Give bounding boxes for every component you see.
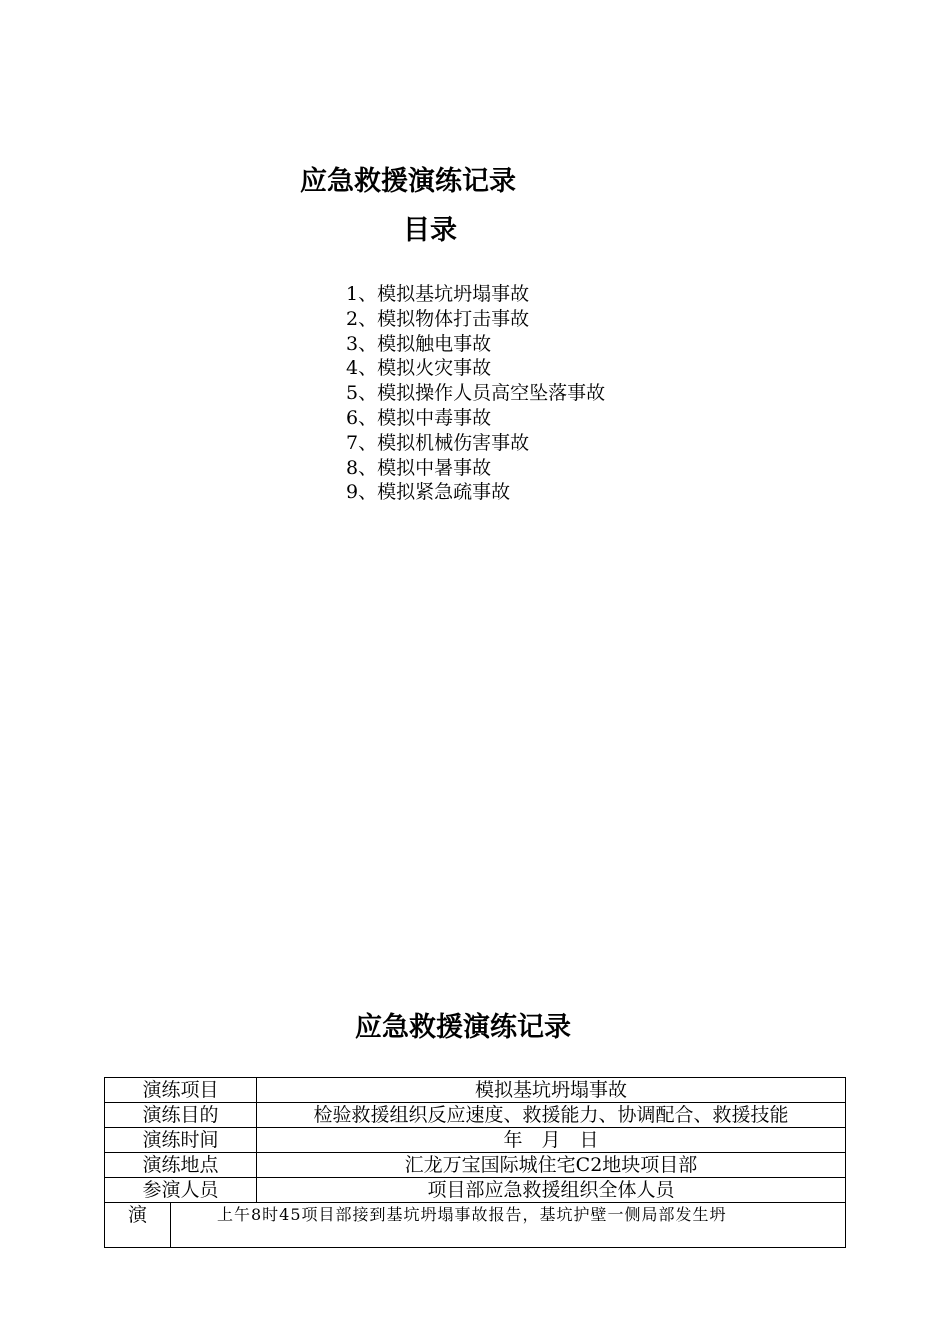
table-of-contents xyxy=(346,282,605,505)
row-value: 汇龙万宝国际城住宅C2地块项目部 xyxy=(257,1153,846,1178)
row-label: 演练时间 xyxy=(105,1128,257,1153)
row-value: 检验救援组织反应速度、救援能力、协调配合、救援技能 xyxy=(257,1103,846,1128)
row-value: 项目部应急救援组织全体人员 xyxy=(257,1178,846,1203)
table-row xyxy=(105,1178,846,1203)
toc-item: 6、模拟中毒事故 xyxy=(346,406,492,429)
table-row xyxy=(105,1103,846,1128)
row-label: 演练地点 xyxy=(105,1153,257,1178)
row-label: 演练项目 xyxy=(105,1078,257,1103)
toc-item: 4、模拟火灾事故 xyxy=(346,357,492,380)
toc-item: 7、模拟机械伤害事故 xyxy=(346,431,530,454)
row-value: 模拟基坑坍塌事故 xyxy=(257,1078,846,1103)
row-label: 参演人员 xyxy=(105,1178,257,1203)
toc-item: 9、模拟紧急疏事故 xyxy=(346,481,511,504)
row-description: 上午8时45项目部接到基坑坍塌事故报告，基坑护壁一侧局部发生坍 xyxy=(171,1203,846,1248)
toc-item: 2、模拟物体打击事故 xyxy=(346,307,530,330)
drill-record-table xyxy=(104,1077,846,1248)
toc-heading: 目录 xyxy=(403,215,457,246)
toc-item: 5、模拟操作人员高空坠落事故 xyxy=(346,382,606,405)
table-row xyxy=(105,1078,846,1103)
toc-item: 8、模拟中暑事故 xyxy=(346,456,492,479)
table-row xyxy=(105,1153,846,1178)
table-row xyxy=(105,1128,846,1153)
toc-item: 3、模拟触电事故 xyxy=(346,332,492,355)
row-label: 演练目的 xyxy=(105,1103,257,1128)
table-row xyxy=(105,1203,846,1248)
toc-item: 1、模拟基坑坍塌事故 xyxy=(346,283,530,305)
row-value: 年 月 日 xyxy=(257,1128,846,1153)
row-label: 演 xyxy=(105,1203,171,1248)
record-title: 应急救援演练记录 xyxy=(355,1012,571,1043)
page-title: 应急救援演练记录 xyxy=(300,166,516,197)
